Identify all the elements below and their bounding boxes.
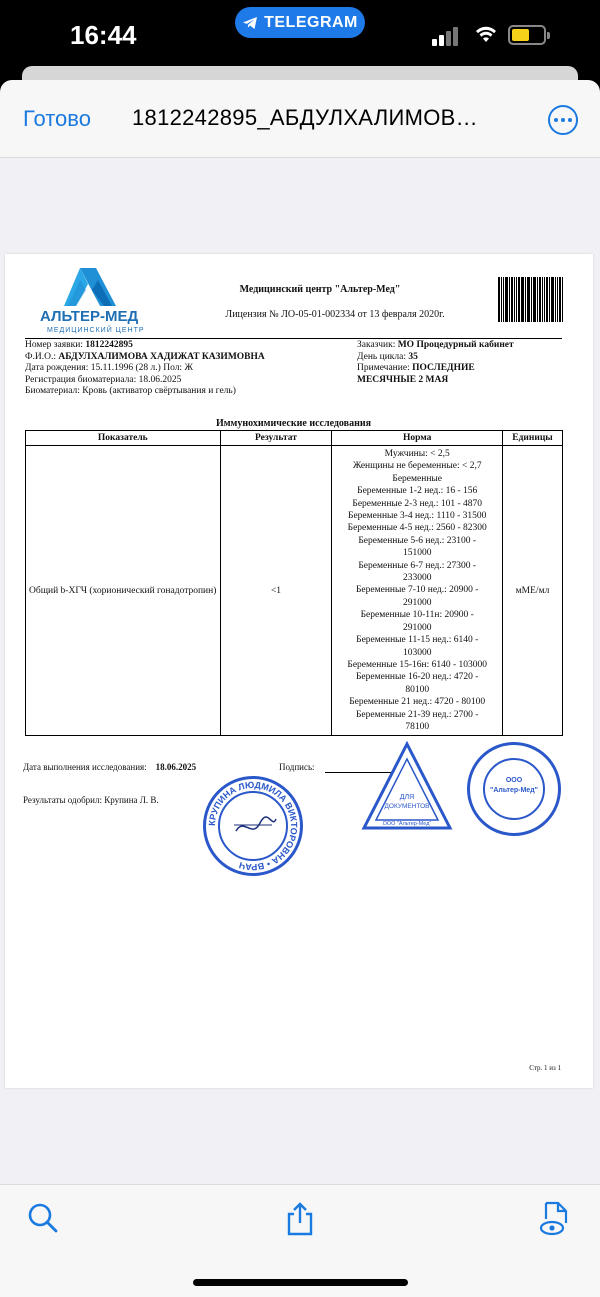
more-options-icon[interactable] [548, 105, 578, 135]
document-nav-bar [0, 80, 600, 158]
norm-cell [332, 446, 503, 736]
barcode-bar [559, 277, 561, 322]
exec-date-value: 18.06.2025 [155, 762, 197, 772]
barcode-bar [546, 277, 548, 322]
header-units: Единицы [503, 431, 563, 446]
norm-line: Беременные 16-20 нед.: 4720 - [355, 672, 479, 683]
organization-stamp [467, 742, 561, 836]
barcode-bar [516, 277, 517, 322]
barcode-bar [557, 277, 558, 322]
barcode-bar [518, 277, 520, 322]
exec-date-line [23, 762, 196, 772]
indicator-cell: Общий b-ХГЧ (хорионический гонадотропин) [26, 446, 221, 736]
patient-info [25, 340, 345, 398]
result-cell: <1 [220, 446, 332, 736]
norm-line: 291000 [402, 597, 432, 608]
header-indicator: Показатель [26, 431, 221, 446]
norm-line: Беременные 6-7 нед.: 27300 - [358, 560, 477, 571]
cycle-label: День цикла: [357, 351, 406, 362]
home-indicator[interactable] [193, 1279, 408, 1286]
search-icon[interactable] [27, 1201, 59, 1235]
cycle-value: 35 [408, 351, 418, 362]
barcode-bar [527, 277, 528, 322]
barcode-bar [531, 277, 532, 322]
norm-line: Беременные 4-5 нед.: 2560 - 82300 [347, 523, 487, 534]
status-time: 16:44 [70, 20, 137, 50]
norm-line: Беременные 21 нед.: 4720 - 80100 [349, 697, 486, 708]
signature-label: Подпись: [279, 762, 315, 772]
registration-line: Регистрация биоматериала: 18.06.2025 [25, 374, 182, 385]
norm-line: Беременные [392, 473, 443, 484]
document-viewer[interactable] [0, 158, 600, 1184]
barcode-bar [525, 277, 526, 322]
patient-name: АБДУЛХАЛИМОВА ХАДИЖАТ КАЗИМОВНА [58, 351, 265, 362]
wifi-icon [474, 24, 498, 44]
norm-line: Беременные 1-2 нед.: 16 - 156 [357, 486, 478, 497]
norm-line: Беременные 21-39 нед.: 2700 - [355, 709, 479, 720]
exec-date-label: Дата выполнения исследования: [23, 762, 147, 772]
svg-text:ДОКУМЕНТОВ: ДОКУМЕНТОВ [384, 803, 430, 810]
note-label: Примечание: [357, 363, 410, 373]
svg-text:ДЛЯ: ДЛЯ [399, 794, 415, 801]
cellular-signal-icon [432, 26, 462, 46]
barcode-bar [542, 277, 543, 322]
license-line: Лицензия № ЛО-05-01-002334 от 13 февраля 2020г. [225, 309, 445, 320]
org-stamp-line2: "Альтер-Мед" [490, 787, 538, 794]
norm-line: Беременные 7-10 нед.: 20900 - [355, 585, 479, 596]
norm-line: Женщины не беременные: < 2,7 [352, 461, 482, 472]
norm-line: Беременные 3-4 нед.: 1110 - 31500 [348, 511, 487, 522]
barcode-bar [551, 277, 554, 322]
note-value: ПОСЛЕДНИЕ [412, 363, 475, 373]
status-bar [0, 0, 600, 66]
norm-line: Беременные 11-15 нед.: 6140 - [356, 635, 479, 646]
fio-label: Ф.И.О.: [25, 351, 56, 362]
barcode-bar [501, 277, 502, 322]
org-stamp-line1: ООО [505, 777, 523, 784]
logo-name: АЛЬТЕР-МЕД [40, 308, 139, 325]
order-number: 1812242895 [85, 340, 133, 350]
table-header-row [26, 431, 563, 446]
norm-line: 233000 [402, 573, 432, 584]
section-title: Иммунохимические исследования [215, 418, 372, 429]
barcode-bar [537, 277, 538, 322]
barcode-bar [555, 277, 556, 322]
norm-line: 151000 [402, 548, 432, 559]
norm-line: 80100 [405, 684, 430, 695]
header-norm: Норма [332, 431, 503, 446]
battery-icon [508, 25, 546, 45]
header-rule [25, 338, 562, 339]
units-cell: мМЕ/мл [503, 446, 563, 736]
logo-subtitle: МЕДИЦИНСКИЙ ЦЕНТР [47, 327, 145, 334]
customer-label: Заказчик: [357, 340, 396, 350]
norm-line: 291000 [402, 622, 432, 633]
norm-line: 103000 [402, 647, 432, 658]
telegram-label: TELEGRAM [264, 13, 358, 31]
barcode-bar [528, 277, 530, 322]
birth-date-line: Дата рождения: 15.11.1996 (28 л.) Пол: Ж [25, 363, 193, 373]
center-name: Медицинский центр "Альтер-Мед" [239, 284, 401, 295]
share-icon[interactable] [284, 1201, 316, 1237]
barcode-bar [539, 277, 541, 322]
barcode-bar [521, 277, 524, 322]
results-table [25, 430, 563, 736]
page-number: Стр. 1 из 1 [529, 1064, 561, 1072]
file-title: 1812242895_АБДУЛХАЛИМОВ… [132, 105, 478, 130]
norm-line: 78100 [405, 721, 430, 732]
barcode-bar [503, 277, 504, 322]
customer-value: МО Процедурный кабинет [397, 340, 514, 350]
note-value-cont: МЕСЯЧНЫЕ 2 МАЯ [357, 374, 449, 385]
telegram-pill[interactable] [235, 7, 365, 38]
barcode-image [498, 277, 563, 322]
barcode-bar [505, 277, 508, 322]
barcode-bar [509, 277, 510, 322]
norm-line: Мужчины: < 2,5 [384, 449, 450, 459]
approved-line: Результаты одобрил: Крупина Л. В. [23, 795, 159, 805]
barcode-bar [498, 277, 500, 322]
done-button[interactable]: Готово [23, 106, 91, 131]
triangle-stamp [361, 741, 453, 833]
header-result: Результат [220, 431, 332, 446]
barcode-bar [544, 277, 545, 322]
alter-med-logo [40, 266, 160, 336]
doctor-stamp [203, 776, 303, 876]
norm-line: Беременные 15-16н: 6140 - 103000 [347, 659, 488, 670]
svg-text:ООО "Альтер-Мед": ООО "Альтер-Мед" [382, 821, 432, 827]
telegram-icon [242, 16, 258, 30]
order-label: Номер заявки: [25, 340, 83, 350]
norm-line: Беременные 2-3 нед.: 101 - 4870 [352, 498, 482, 509]
biomaterial-line: Биоматериал: Кровь (активатор свёртывания и гель) [25, 386, 236, 396]
table-row [26, 446, 563, 736]
order-info [357, 340, 567, 386]
document-page [5, 254, 593, 1088]
barcode-bar [549, 277, 550, 322]
doctor-stamp-ring-text [206, 779, 300, 873]
norm-line: Беременные 10-11н: 20900 - [360, 610, 474, 621]
barcode-bar [511, 277, 513, 322]
barcode-bar [514, 277, 515, 322]
barcode-bar [562, 277, 563, 322]
barcode-bar [533, 277, 536, 322]
norm-line: Беременные 5-6 нед.: 23100 - [358, 535, 477, 546]
svg-text:КРУПИНА ЛЮДМИЛА ВИКТОРОВНА • В: КРУПИНА ЛЮДМИЛА ВИКТОРОВНА • ВРАЧ [206, 779, 300, 873]
markup-icon[interactable] [538, 1201, 572, 1237]
